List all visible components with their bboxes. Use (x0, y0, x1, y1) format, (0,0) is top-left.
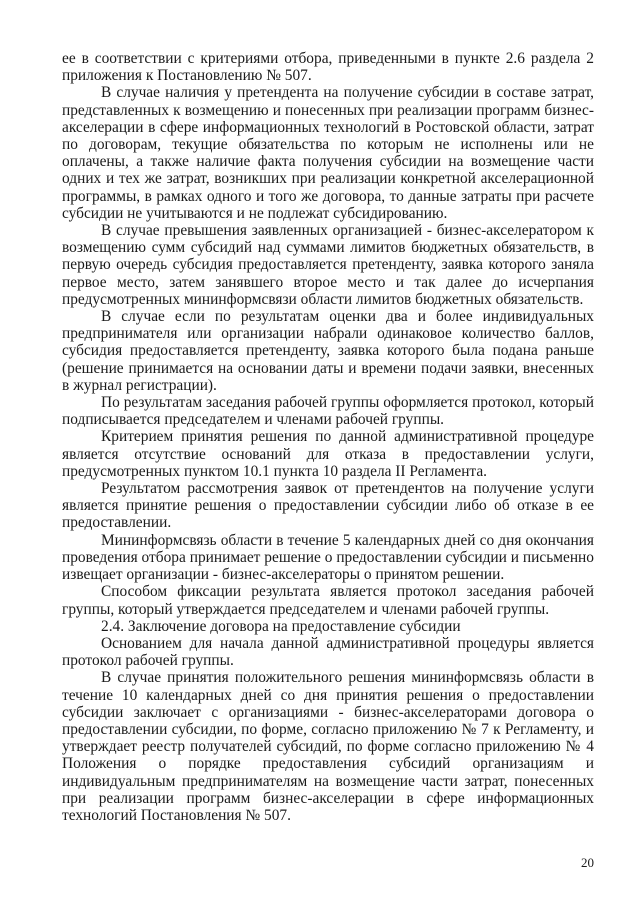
paragraph-contract-conclusion: В случае принятия положительного решения мининформсвязь области в течение 10 календарных дней со дня принятия решения о предоставлении субсидии заключает с организациями - бизнес-акселераторами договора о предоставлении субсидии, по форме, согласно приложению № 7 к Регламенту, и утверждает реестр получателей субсидий, по форме согласно приложению № 4 Положения о порядке предоставления субсидий организациям и индивидуальным предпринимателям на возмещение части затрат, понесенных при реализации программ бизнес-акселерации в сфере информационных технологий Постановления № 507. (62, 669, 594, 824)
document-body (62, 50, 594, 824)
page-number: 20 (581, 855, 594, 870)
paragraph-equal-scores: В случае если по результатам оценки два и более индивидуальных предпринимателя или организации набрали одинаковое количество баллов, субсидия предоставляется претенденту, заявка которого была подана раньше (решение принимается на основании даты и времени подачи заявки, внесенных в журнал регистрации). (62, 308, 594, 394)
paragraph-fixation-method: Способом фиксации результата является протокол заседания рабочей группы, который утверждается председателем и членами рабочей группы. (62, 583, 594, 618)
paragraph-incomplete-obligations: В случае наличия у претендента на получение субсидии в составе затрат, представленных к возмещению и понесенных при реализации программ бизнес-акселерации в сфере информационных технологий в Ростовской области, затрат по договорам, текущие обязательства по которым не исполнены или не оплачены, а также наличие факта получения субсидии на возмещение части одних и тех же затрат, возникших при реализации конкретной акселерационной программы, в рамках одного и того же договора, то данные затраты при расчете субсидии не учитываются и не подлежат субсидированию. (62, 84, 594, 222)
paragraph-notification: Мининформсвязь области в течение 5 календарных дней со дня окончания проведения отбора принимает решение о предоставлении субсидии и письменно извещает организации - бизнес-акселераторы о принятом решении. (62, 531, 594, 584)
paragraph-limit-exceeded: В случае превышения заявленных организацией - бизнес-акселератором к возмещению сумм субсидий над суммами лимитов бюджетных обязательств, в первую очередь субсидия предоставляется претенденту, заявка которого заняла первое место, затем занявшего второе место и так далее до исчерпания предусмотренных мининформсвязи области лимитов бюджетных обязательств. (62, 222, 594, 308)
section-heading-2-4: 2.4. Заключение договора на предоставление субсидии (101, 617, 461, 635)
paragraph-review-result: Результатом рассмотрения заявок от претендентов на получение услуги является принятие решения о предоставлении субсидии либо об отказе в ее предоставлении. (62, 480, 594, 532)
paragraph-decision-criterion: Критерием принятия решения по данной административной процедуре является отсутствие оснований для отказа в предоставлении услуги, предусмотренных пунктом 10.1 пункта 10 раздела II Регламента. (62, 428, 594, 480)
paragraph-basis: Основанием для начала данной административной процедуры является протокол рабочей группы. (62, 634, 594, 670)
paragraph-continuation: ее в соответствии с критериями отбора, приведенными в пункте 2.6 раздела 2 приложения к Постановлению № 507. (62, 50, 594, 85)
paragraph-protocol: По результатам заседания рабочей группы оформляется протокол, который подписывается председателем и членами рабочей группы. (62, 394, 594, 429)
